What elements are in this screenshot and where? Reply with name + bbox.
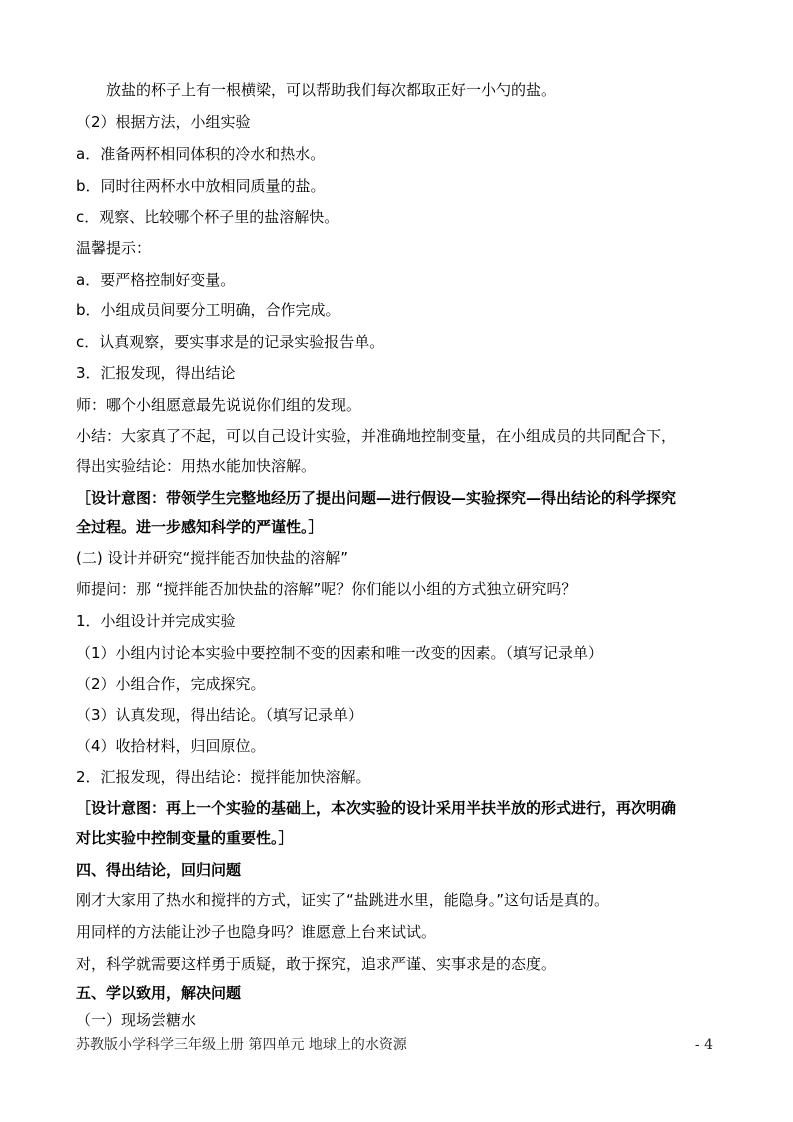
section-heading: 四、得出结论，回归问题 — [76, 861, 242, 879]
text-line: b．同时往两杯水中放相同质量的盐。 — [76, 177, 326, 195]
text-line: 温馨提示： — [76, 239, 152, 257]
section-heading: (二) 设计并研究“搅拌能否加快盐的溶解” — [76, 549, 349, 567]
text-line: （1）小组内讨论本实验中要控制不变的因素和唯一改变的因素。（填写记录单） — [76, 644, 604, 662]
text-line: （3）认真发现，得出结论。（填写记录单） — [76, 706, 364, 724]
text-line: a．要严格控制好变量。 — [76, 271, 236, 289]
text-line: 师：哪个小组愿意最先说说你们组的发现。 — [76, 396, 362, 414]
page-number: - 4 — [694, 1037, 713, 1053]
text-line: 用同样的方法能让沙子也隐身吗？谁愿意上台来试试。 — [76, 923, 437, 941]
section-heading: 五、学以致用，解决问题 — [76, 984, 242, 1002]
design-intent-note: 全过程。进一步感知科学的严谨性。］ — [76, 518, 324, 536]
section-heading: （一）现场尝糖水 — [76, 1011, 197, 1029]
text-line: a．准备两杯相同体积的冷水和热水。 — [76, 145, 326, 163]
design-intent-note: ［设计意图：再上一个实验的基础上，本次实验的设计采用半扶半放的形式进行，再次明确 — [76, 799, 677, 817]
text-line: （2）小组合作，完成探究。 — [76, 675, 266, 693]
text-line: 1．小组设计并完成实验 — [76, 612, 236, 630]
text-line: 小结：大家真了不起，可以自己设计实验，并准确地控制变量，在小组成员的共同配合下， — [76, 427, 677, 445]
text-line: 放盐的杯子上有一根横梁，可以帮助我们每次都取正好一小勺的盐。 — [106, 81, 557, 99]
text-line: 得出实验结论：用热水能加快溶解。 — [76, 457, 317, 475]
text-line: b．小组成员间要分工明确，合作完成。 — [76, 301, 341, 319]
design-intent-note: ［设计意图：带领学生完整地经历了提出问题—进行假设—实验探究—得出结论的科学探究 — [76, 489, 677, 507]
text-line: c．认真观察，要实事求是的记录实验报告单。 — [76, 333, 385, 351]
text-line: （2）根据方法，小组实验 — [76, 113, 251, 131]
design-intent-note: 对比实验中控制变量的重要性。］ — [76, 829, 294, 847]
text-line: c．观察、比较哪个杯子里的盐溶解快。 — [76, 208, 340, 226]
text-line: 2．汇报发现，得出结论：搅拌能加快溶解。 — [76, 768, 371, 786]
text-line: （4）收拾材料，归回原位。 — [76, 737, 266, 755]
page-footer-title: 苏教版小学科学三年级上册 第四单元 地球上的水资源 — [76, 1037, 407, 1053]
text-line: 对，科学就需要这样勇于质疑，敢于探究，追求严谨、实事求是的态度。 — [76, 955, 557, 973]
text-line: 3．汇报发现，得出结论 — [76, 364, 236, 382]
text-line: 师提问：那 “搅拌能否加快盐的溶解”呢？你们能以小组的方式独立研究吗？ — [76, 580, 577, 598]
text-line: 刚才大家用了热水和搅拌的方式，证实了“盐跳进水里，能隐身。”这句话是真的。 — [76, 891, 610, 909]
